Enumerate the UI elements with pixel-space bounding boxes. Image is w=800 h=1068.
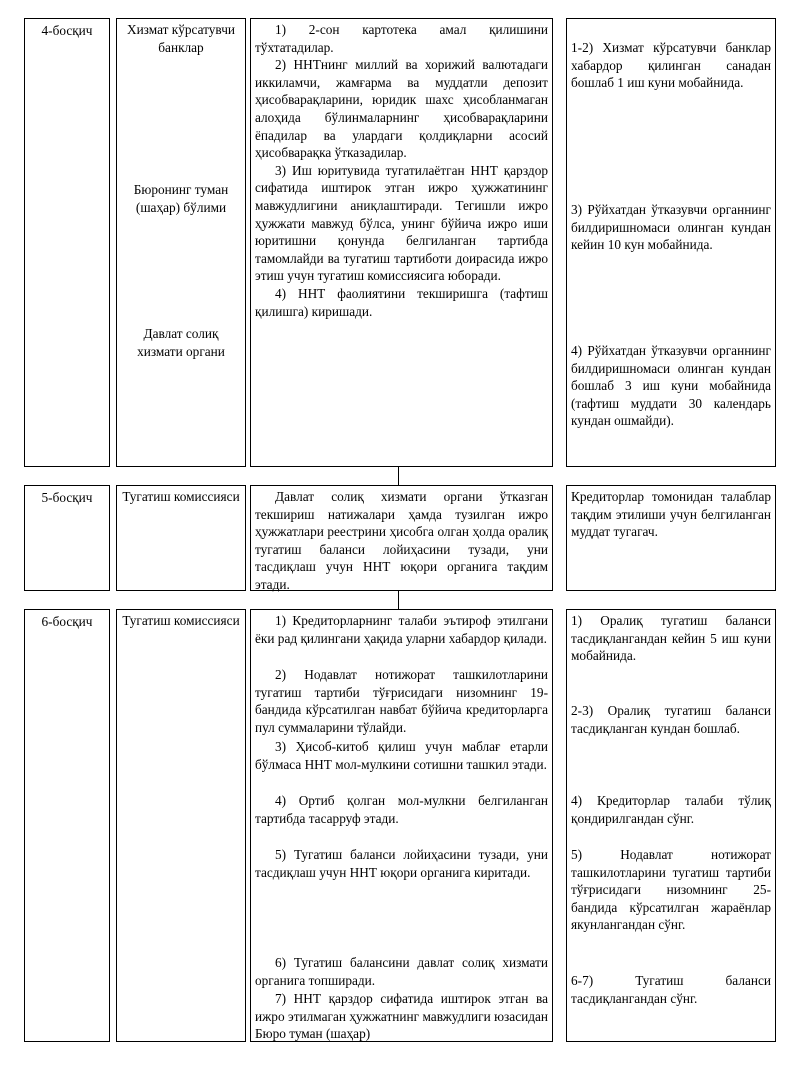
action-item: 4) ННТ фаолиятини текширишга (тафтиш қилишга) киришади. [255, 285, 548, 319]
deadline-item: Кредиторлар томонидан талаблар тақдим этилиши учун белгиланган муддат тугагач. [571, 489, 771, 540]
deadline-item: 4) Рўйхатдан ўтказувчи органнинг билдиришномаси олинган кундан бошлаб 3 иш куни мобайнида (тафтиш муддати 30 календарь кундан ошмайди). [571, 343, 771, 429]
deadline-item: 5) Нодавлат нотижорат ташкилотларини тугатиш тартиби тўғрисидаги низомнинг 25-бандида кўрсатилган жараёнлар якунлангандан сўнг. [571, 847, 771, 933]
actor-column [116, 609, 246, 1042]
action-column [250, 18, 553, 467]
action-item: Давлат солиқ хизмати органи ўтказган текшириш натижалари ҳамда тузилган ижро ҳужжатлари реестрини ҳисобга олган ҳолда оралиқ тугатиш баланси лойиҳасини тузади, уни тасдиқлаш учун ННТ юқори органига тақдим этади. [255, 489, 548, 592]
deadline-item: 6-7) Тугатиш баланси тасдиқлангандан сўнг. [571, 973, 771, 1006]
action-item: 1) Кредиторларнинг талаби эътироф этилгани ёки рад қилингани ҳақида уларни хабардор қилади. [255, 613, 548, 646]
action-item: 2) ННТнинг миллий ва хорижий валютадаги иккиламчи, жамғарма ва муддатли депозит ҳисобварақларини, юридик шахс ҳисобланмаган алоҳида бўлинмаларнинг ҳисобварақларини ёпадилар ва улардаги қолдиқларни асосий ҳисобварақка ўтказадилар. [255, 57, 548, 161]
actor-column [116, 485, 246, 591]
actor: Хизмат кўрсатувчи банклар [126, 22, 236, 55]
deadline-item: 1) Оралиқ тугатиш баланси тасдиқлангандан кейин 5 иш куни мобайнида. [571, 613, 771, 664]
action-item: 7) ННТ қарздор сифатида иштирок этган ва ижро этилмаган ҳужжатнинг мавжудлиги юзасидан Бюро туман (шаҳар) [255, 991, 548, 1042]
action-item: 4) Ортиб қолган мол-мулкни белгиланган тартибда тасарруф этади. [255, 793, 548, 826]
deadline-item: 1-2) Хизмат кўрсатувчи банклар хабардор қилинган санадан бошлаб 1 иш куни мобайнида. [571, 40, 771, 91]
action-item: 1) 2-сон картотека амал қилишини тўхтатадилар. [255, 22, 548, 55]
deadline-column [566, 18, 776, 467]
actor: Тугатиш комиссияси [122, 489, 240, 504]
action-column [250, 609, 553, 1042]
connector-line [398, 591, 399, 609]
actor: Давлат солиқ хизмати органи [137, 326, 225, 359]
deadline-item: 3) Рўйхатдан ўтказувчи органнинг билдиришномаси олинган кундан кейин 10 кун мобайнида. [571, 202, 771, 253]
deadline-column [566, 485, 776, 591]
step-text: 5-босқич [41, 490, 93, 505]
step-label [24, 18, 110, 467]
step-text: 6-босқич [41, 614, 93, 629]
action-column [250, 485, 553, 591]
step-text: 4-босқич [41, 23, 93, 38]
actor: Бюронинг туман (шаҳар) бўлими [133, 182, 229, 215]
step-label [24, 609, 110, 1042]
action-item: 3) Иш юритувида тугатилаётган ННТ қарздор сифатида иштирок этган ижро ҳужжатининг мавжудлигини аниқлаштиради. Тегишли ижро ҳужжати мавжуд бўлса, унинг бўйича ижро иши юритишни қонунда белгиланган тартибда тамомлайди ва тугатиш тартиботи доирасида ижро этиш учун тугатиш комиссиясига юборади. [255, 162, 548, 284]
action-item: 2) Нодавлат нотижорат ташкилотларини тугатиш тартиби тўғрисидаги низомнинг 19-бандида кўрсатилган навбат бўйича кредиторларга пул суммаларини тўлайди. [255, 667, 548, 735]
deadline-column [566, 609, 776, 1042]
deadline-item: 2-3) Оралиқ тугатиш баланси тасдиқланган кундан бошлаб. [571, 703, 771, 736]
step-label [24, 485, 110, 591]
actor-column [116, 18, 246, 467]
actor: Тугатиш комиссияси [122, 613, 240, 628]
action-item: 3) Ҳисоб-китоб қилиш учун маблағ етарли бўлмаса ННТ мол-мулкини сотишни ташкил этади. [255, 739, 548, 772]
action-item: 6) Тугатиш балансини давлат солиқ хизмати органига топширади. [255, 955, 548, 988]
connector-line [398, 467, 399, 485]
deadline-item: 4) Кредиторлар талаби тўлиқ қондирилгандан сўнг. [571, 793, 771, 826]
action-item: 5) Тугатиш баланси лойиҳасини тузади, уни тасдиқлаш учун ННТ юқори органига киритади. [255, 847, 548, 880]
